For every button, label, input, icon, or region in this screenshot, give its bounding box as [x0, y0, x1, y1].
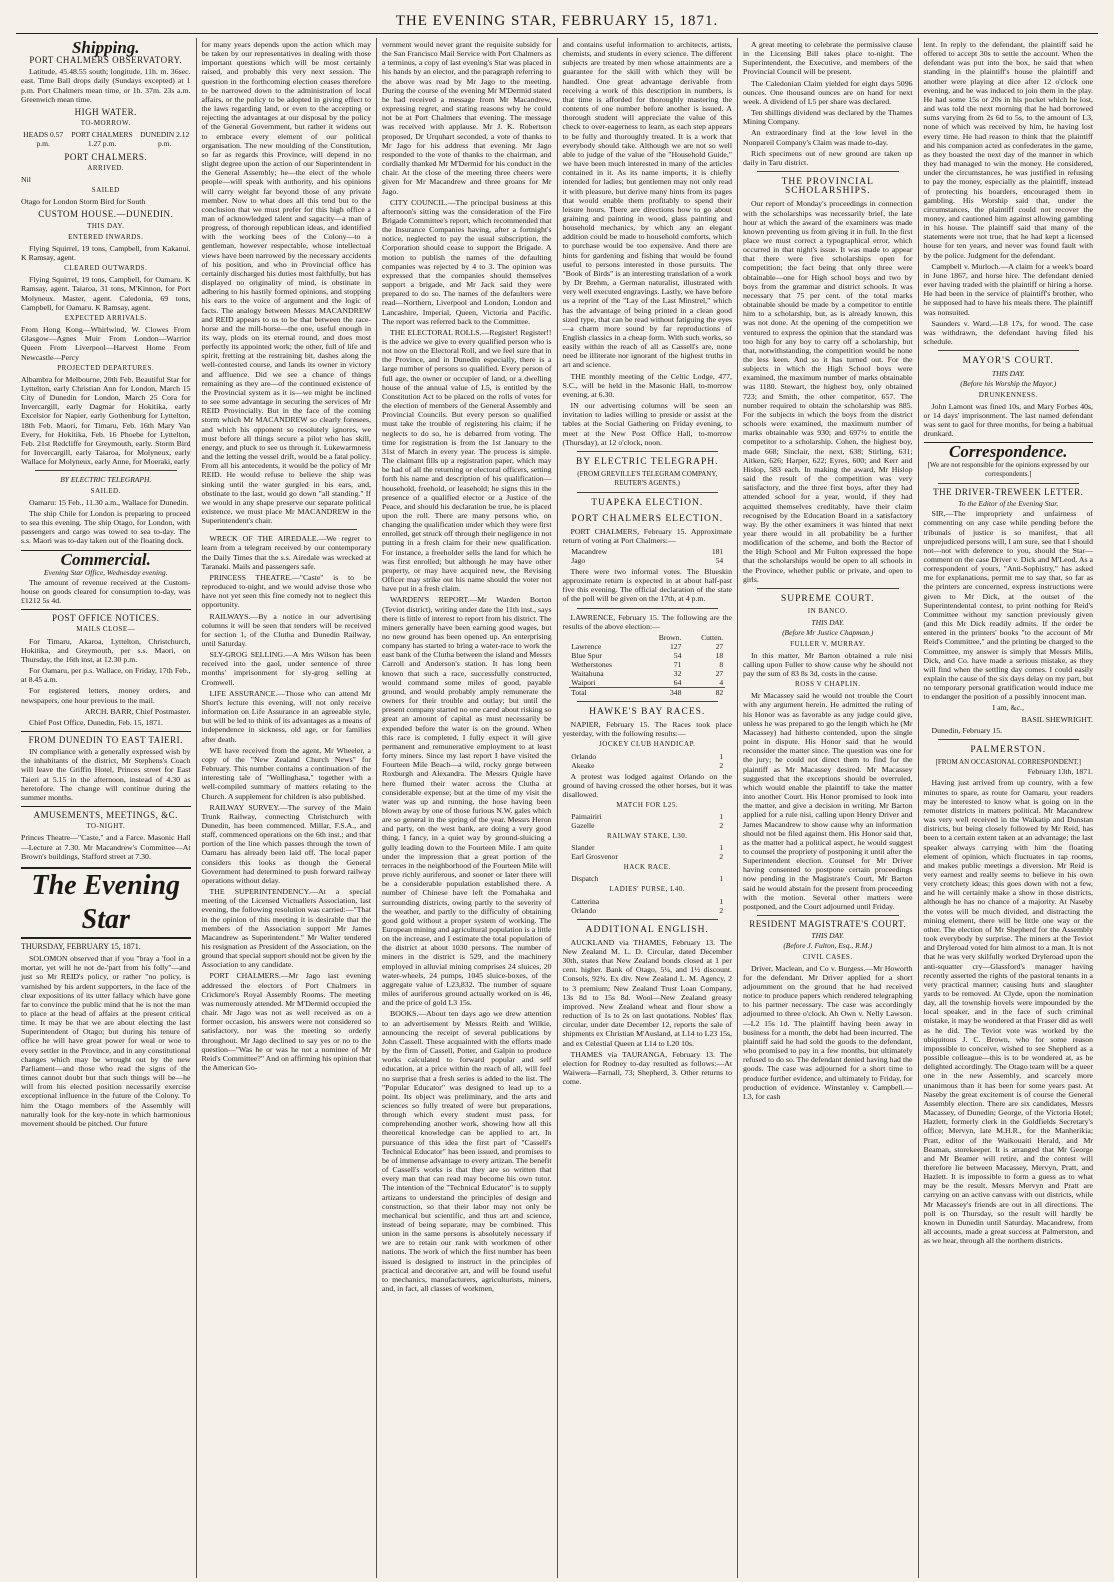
campbell-case: Campbell v. Murloch.—A claim for a week's board in June 1867, and horse hire. The defendant denied ever having traded with the plaintiff or hiring a horse. He had been in the service of plaintiff's brother, who he supposed had to have his meals there. The plaintiff was nonsuited. [923, 261, 1093, 317]
editorial-text: SOLOMON observed that if you "bray a 'fool in a mortar, yet will he not de-'part from his folly"—and just so Mr REID's policy, or rather "no policy, is varnished by his ardent supporters, in the face of the clear expositions of its utter fallacy which have gone far to convince the public mind that he is not the man to place at the head of affairs at the present critical time. It may be that we are about electing the last Superintendent of Otago; but during his tenure of office he will have great power for weal or woe to every settler in the Province, and in any constitutional changes which may be wrought out by the new Parliament—and those who read the signs of the times cannot doubt but that such things will be—he will from his elected position necessarily exercise exceptional influence in the future of the Colony. To him the Otago members of the Assembly will naturally look for the key-note in which harmonious movement should be pitched. Our future [21, 954, 191, 1128]
header-brown: Brown. [658, 632, 682, 642]
table-row [569, 897, 725, 906]
placing: 2 [719, 821, 724, 831]
nonpareil-item: An extraordinary find at the low level in the Nonpareil Company's Claim was made to-day. [743, 128, 913, 147]
tide-heads: HEADS 0.57 p.m. [23, 130, 64, 149]
entered-label: ENTERED INWARDS. [68, 232, 144, 241]
custom-heading: CUSTOM HOUSE.—DUNEDIN. [38, 209, 174, 220]
total-cutten: 82 [683, 687, 725, 697]
header-cutten: Cutten. [701, 632, 724, 642]
column-5 [738, 38, 919, 1578]
letter-heading: THE DRIVER-TREWEEK LETTER. [933, 486, 1084, 497]
placing: 2 [719, 905, 724, 915]
table-header [569, 633, 725, 642]
post-date: Chief Post Office, Dunedin, Feb. 15, 1871. [29, 717, 163, 727]
horse: Paimairiri [571, 812, 602, 822]
letter-date: Dunedin, February 15. [931, 725, 1003, 735]
votes: 54 [715, 555, 724, 565]
divider [938, 739, 1080, 740]
expected-label: EXPECTED ARRIVALS. [64, 313, 147, 322]
telegraph-heading: BY ELECTRIC TELEGRAPH. [60, 475, 152, 485]
saunders-case: Saunders v. Ward.—L8 17s, for wood. The case was withdrawn, the defendant having filed his schedule. [923, 318, 1093, 346]
columns [16, 38, 1098, 1578]
observatory-heading: PORT CHALMERS OBSERVATORY. [29, 55, 183, 66]
expected-text: From Hong Kong—Whirlwind, W. Clowes From Glasgow—Agnes Muir From London—Warrior Queen From Liverpool—Harvest Home From Newcastle—Percy [21, 325, 191, 362]
letter-sign-1: I am, &c., [992, 703, 1024, 713]
licensing-item: A great meeting to celebrate the permissive clause in the Licensing Bill takes place to-night. The Superintendent, the Executive, and members of the Provincial Council will be present. [743, 40, 913, 77]
tomorrow-label: TO-MORROW. [80, 119, 131, 128]
column-1 [16, 38, 197, 1578]
in-banco-label: IN BANCO. [807, 607, 848, 616]
table-row [569, 547, 725, 556]
candidate: Macandrew [571, 546, 608, 556]
telegraph-sailed: SAILED. [90, 486, 121, 495]
case-2-text: Mr Macassey said he would not trouble the Court with any argument herein. He admitted the ruling of his Honor was as favorable as any judge could give, unless he was prepared to go the length which he (Mr Macassey) had hitherto contended, upon the single point in dispute. His Honor said that he would reconsider the matter since. The question was one for the jury; he could not direct them to find for the plaintiff as Mr Macassey desired. Mr Macassey suggested that the exceptions should be overruled, which would enable the plaintiff to take the matter into another Court. His Honor promised to look into the matter, and give a decision in writing. Mr Barton applied for a rule nisi, calling upon Henry Driver and James Macandrew to show cause why an information should not be filed against them. His Honor said that, as the matter had a political aspect, he would suggest to counsel the propriety of postponing it until after the Superintendent election. Counsel for Mr Driver having consented to postpone certain proceedings now pending in the Magistrate's Court, Mr Barton said he would abstain for the present from proceeding with the motion. Several other matters were postponed, and the Court adjourned until Friday. [743, 691, 913, 911]
port-election-heading: PORT CHALMERS ELECTION. [571, 513, 724, 524]
cutten-votes: 4 [719, 677, 724, 687]
social-gathering-item: IN our advertising columns will be seen an invitation to ladies willing to preside or assist at the tables at the Social Gathering on Friday evening, to meet at the New Post Office Hall, to-morrow (Thursday), at 12 o'clock, noon. [562, 401, 732, 447]
divider [577, 451, 719, 452]
case-1-text: In this matter, Mr Barton obtained a rule nisi calling upon Fuller to show cause why he should not pay the sum of 83 8s 3d, costs in the cause. [743, 650, 913, 678]
table-row [569, 821, 725, 830]
divider [757, 588, 899, 589]
sailed-label: SAILED [91, 186, 120, 195]
caledonian-item: The Caledonian Claim yielded for eight days 5096 ounces. One thousand ounces are on hand for next week. A dividend of L5 per share was declared. [743, 78, 913, 106]
civil-cases-label: CIVIL CASES. [802, 952, 853, 961]
table-row [569, 660, 725, 669]
observatory-text: Latitude, 45.48.55 south; longitude, 11h. m. 36sec. east. Time Ball drops daily (Sundays excepted) at 1 p.m. Port Chalmers mean time, or 1h. 37m. 23s a.m. Greenwich mean time. [21, 67, 191, 104]
tide-port: PORT CHALMERS 1.27 p.m. [71, 130, 133, 149]
correspondence-heading: Correspondence. [948, 442, 1068, 462]
taru-item: Rich specimens out of new ground are taken up daily in Taru district. [743, 148, 913, 167]
hawkes-heading: HAWKE'S BAY RACES. [589, 706, 706, 717]
mails-close: MAILS CLOSE— [76, 625, 136, 634]
church-news-item: WE have received from the agent, Mr Wheeler, a copy of the "New Zealand Church News" for February. This number contains a continuation of the interesting tale of "Wollinghasa," together with a well-compiled summary of matters relating to the Church. A supplement for children is also published. [201, 745, 371, 801]
commercial-heading: Commercial. [60, 549, 151, 569]
correspondence-note: [We are not responsible for the opinions expressed by our correspondents.] [927, 460, 1089, 478]
wardens-report-item: WARDEN'S REPORT.—Mr Warden Borton (Teviot district), writing under date the 11th inst., says there is little of interest to report from his district. The miners generally have been earning good wages, but no new ground has been opened up. An enterprising company has started to bring a water-race to work the east bank of the Clutha between the island and Messrs Carroll and Anderson's station. It has long been known that such a race, successfully constructed, would command some miles of good, payable ground, and would probably amply remunerate the owners for their trouble and outlay; but until the present company started no one cared about risking so great an amount of capital as must necessarily be expended before the water is on the ground. When this race is completed, I fully expect it will give permanent and remunerative employment to at least forty miners. Since my last report I have visited the Fourteen Mile Beach—a wild, rocky gorge between Roxburgh and Alexandra. The Messrs Quigle have here flumed their water across the Clutha at considerable expense; but at the time of my visit the water was up and running, the hose having been blown away by one of those furious N.W. gales which are so general in the spring of the year. Messrs Heron and party, on the west bank, are doing a very good thing, I fancy, in a quiet way by ground-sluicing a gully leading down to the Fourteen Mile. I am quite under the impression that a great portion of the terraces in the neighborhood of the Fourteen Mile will prove richly auriferous, and sooner or later there will be a considerable population established there. A number of Chinese have left the Pomahaka and surrounding districts, owing partly to the severity of the weather, and partly to the difficulty of obtaining good gold without a proper system of working. The European mining and agricultural population is a little on the increase, and I estimate the total population of the district at about 1030 persons. The number of miners in the district is 529, and the machinery employed in alluvial mining comprises 24 sluices, 20 water-wheels, 24 pumps, 1045 sluice-boxes, of the aggregate value of L23,832. The number of square miles of auriferous ground actually worked on is 46, and the price of gold L3 15s. [382, 595, 552, 1008]
hack-race-table [569, 874, 725, 883]
palmerston-source: [FROM AN OCCASIONAL CORRESPONDENT.] [935, 758, 1081, 767]
commercial-text: The amount of revenue received at the Custom-house on goods cleared for consumption to-day, was £1212 5s 4d. [21, 577, 191, 606]
cleared-label: CLEARED OUTWARDS. [64, 264, 148, 273]
horse: Orlando [571, 751, 597, 761]
divider [577, 608, 719, 609]
post-text-1: For Timaru, Akaroa, Lyttelton, Christchurch, Hokitika, and Greymouth, per s.s. Maori, on Thursday, the 16th inst, at 12.30 p.m. [21, 636, 191, 664]
lawrence-text: LAWRENCE, February 15. The following are the results of the above election:— [562, 612, 732, 631]
projected-text: Albambra for Melbourne, 20th Feb. Beautiful Star for Lyttelton, early Christian Ann for London, March 15 City of Dunedin for London, March 25 Cora for Invercargill, early Dagmar for Hokitika, early Excelsior for Napier, early Gothenburg for Lyttelton, 18th Feb. Maori, for Timaru, Feb. 16th Mary Van Every, for Hokitika, Feb. 16 Phoebe for Lyttelton, Feb. 21st Redcliffe for Greymouth, early. Storm Bird for Invercargill, early Taiaroa, for Molyneux, early Wallace for Molyneux, early Anne, for Moeraki, early [21, 374, 191, 467]
entered-text: Flying Squirrel, 19 tons, Campbell, from Kakanui. K Ramsay, agent. [21, 243, 191, 262]
match-heading: MATCH FOR L25. [616, 801, 679, 809]
table-row [569, 843, 725, 852]
match-table [569, 812, 725, 830]
placing: 1 [719, 751, 724, 761]
ladies-purse-heading: LADIES' PURSE, L40. [609, 885, 686, 894]
mayors-court-heading: MAYOR'S COURT. [962, 356, 1054, 367]
divider [757, 171, 899, 172]
divider [21, 731, 191, 732]
chile-text: The ship Chile for London is preparing to proceed to sea this evening. The ship Otago, for London, with passengers and cargo was towed to sea to-day. The s.s. Maori was to-day taken out of the floating dock. [21, 508, 191, 546]
books-continued: and contains useful information to architects, artists, chemists, and students in every science. The different subjects are treated by men whose attainments are a guarantee for the skill with which they will be handled. One great advantage derivable from receiving a work of this description in numbers, is that time is afforded for thoroughly mastering the contents of one number before another is issued. A thorough student will appreciate the value of this check to over-eagerness to learn, as each step appears to be fully and thoroughly treated. It is a work that everybody should take. Although we are not so well able to judge of the value of the "Household Guide," we have been much interested in many of the articles contained in it. As its name imports, it is chiefly intended for ladies; but gentlemen may not only read it with pleasure, but derive many hints from its pages that would enable them profitably to spend their leisure hours. There are directions how to go about graining and painting in wood, glass painting and household mechanics, by which any an elegant addition could be made to household comforts, which to purchase would be too expensive. And there are hints for gardening and fishing that would be found useful to persons interested in those pursuits. The "Book of Birds" is an interesting translation of a work by Dr Brehm, a German naturalist, illustrated with very well executed engravings. Lastly, we have before us a reprint of the "Lay of the Last Minstrel," which has the advantage of being printed in a clean good sized type, that can be read without fatiguing the eyes—a charm more sound by far reproductions of English classics in a cheap form. With such works, so easily within the reach of all as Cassell's are, none need be illiterate nor ignorant of the highest truths in art and science. [562, 40, 732, 370]
horse: Slander [571, 843, 595, 853]
divider [938, 483, 1080, 484]
table-row [569, 669, 725, 678]
port-election-text-2: There were two informal votes. The Blueskin approximate return is expected in at about half-past five this evening. The official declaration of the state of the poll will be given on the 17th, at 4 p.m. [562, 566, 732, 604]
letter-to: To the Editor of the Evening Star. [958, 499, 1059, 509]
brown-votes: 54 [673, 650, 682, 660]
resident-before: (Before J. Fulton, Esq., R.M.) [783, 941, 873, 951]
scholarships-heading: THE PROVINCIAL SCHOLARSHIPS. [781, 177, 874, 197]
ladies-purse-table [569, 897, 725, 915]
table-row [569, 752, 725, 761]
taieri-text: IN compliance with a generally expressed wish by the inhabitants of the district, Mr Stephens's Coach will leave the Griffin Hotel, Princes street for East Taieri at 5.15 in the afternoon, instead of 4.30 as heretofore. The change will continue during the summer months. [21, 747, 191, 802]
place: Blue Spur [571, 650, 602, 660]
brown-votes: 127 [669, 641, 682, 651]
placing: 1 [719, 896, 724, 906]
divider [577, 701, 719, 702]
table-row [569, 651, 725, 660]
taieri-heading: FROM DUNEDIN TO EAST TAIERI. [28, 735, 183, 745]
drunkenness-text: John Lamont was fined 10s, and Mary Forbes 40s, or 14 days' imprisonment. The last named defendant was sent to gaol for three months, for being a habitual drunkard. [923, 401, 1093, 439]
port-chalmers-continued: vernment would never grant the requisite subsidy for the San Francisco Mail Service with Port Chalmers as a terminus, a copy of last evening's Star was placed in his hands by an elector, and the paragraph referring to the above was read by Mr Jago to the meeting. During the course of the evening Mr M'Dermid stated he had received a message from Mr Macandrew, expressing regret, and stating reasons why he could not be at Port Chalmers that evening. The message was received with applause. Mr J. K. Robertson proposed, Dr Urquhart seconded, a vote of thanks to Mr Jago for his address that evening. Mr Jago responded to the vote of thanks to the chairman, and cordially thanked Mr M'Dermid for his conduct in the chair. At the close of the meeting three cheers were given for Mr Macandrew and three groans for Mr Jago. [382, 40, 552, 196]
post-text-2: For Oamaru, per p.s. Wallace, on Friday, 17th Feb., at 8.45 a.m. [21, 666, 191, 685]
supreme-this-day: THIS DAY. [811, 618, 845, 628]
sailed-text: Otago for London Storm Bird for South [21, 197, 146, 207]
table-row [569, 852, 725, 861]
telegraph-heading: BY ELECTRIC TELEGRAPH. [575, 456, 719, 467]
port-election-table [569, 547, 725, 565]
cutten-votes: 8 [719, 659, 724, 669]
high-water-heading: HIGH WATER. [74, 106, 137, 117]
mayor-before: (Before his Worship the Mayor.) [960, 379, 1057, 389]
supreme-court-heading: SUPREME COURT. [781, 593, 875, 604]
case-1-heading: FULLER V. MURRAY. [790, 639, 866, 648]
amusements-text: Princes Theatre—"Caste," and a Farce. Masonic Hall—Lecture at 7.30. Mr Macandrew's Committee—At Brown's buildings, Stafford street at 7.30. [21, 833, 191, 861]
newspaper-banner: The Evening Star [21, 867, 191, 939]
telegraph-source: (FROM GREVILLE'S TELEGRAM COMPANY, REUTER'S AGENTS.) [577, 470, 718, 488]
scholarships-text: Our report of Monday's proceedings in connection with the scholarships was necessarily brief, the late hour at which the award of the examiners was made known preventing us from giving it in full. In the first place we must correct a typographical error, which occurred in that night's issue. It was made to appear that there were five scholarships open for competition; the fact being that only three were obtainable—one for High school boys and two by boys from the grammar and district schools. It was necessary that 75 per cent. of the total marks obtainable should be made by a competitor to entitle him to a scholarship, but, as is already known, this was not done. At the opening of the competition we ventured to express the opinion that the standard was too high for any boy to carry off a scholarship, but that, notwithstanding, the competition would be none the less keen. And so it has turned out. For the subjects in which the High School boys were examined, the maximum number of marks obtainable was 1180. Stewart, the highest boy, only obtained 723; and Smith, the other competitor, 657. The number required to obtain the scholarship was 885. For the subjects in which the boys from the district schools were examined, the maximum number of marks obtainable was 930; and 697½ to entitle the competitor to a scholarship. Cohen, the highest boy, made 668; Sinclair, the next, 638; Stirling, 631; Aitken, 626; Harper, 622; Eyres, 600; and Kerr and Hislop, 583 each. In making the award, Mr Hislop said the result of the competition was very satisfactory, and the three first boys, after they had attended school for a year, would, if they had acquitted themselves creditably, have their claim recognised by the Education Board in a satisfactory way. By the other examiners it was hinted that next year there would in all probability be a further modification of the scheme, and both the Rector of the High School and Mr Fulton expressed the hope that the scholarships would be open to all schools in the Province, whether public or private, and open to girls. [743, 199, 913, 584]
electoral-rolls-item: THE ELECTORAL ROLLS.—Register! Register!! is the advice we give to every qualified person who is not now on the Electoral Roll, and we feel sure that in the Province, and in Dunedin especially, there is a large number of persons so qualified. Every person of full age, the owner or occupier of land, or a dwelling house of the annual value of L5, is entitled by the Constitution Act to be placed on the rolls of votes for the election of members of the General Assembly and Provincial Councils. But every person so qualified must take the trouble of registering his claim; if he neglects to do so, he is debarred from voting. The time for registration is from the 1st January to the 31st of March in every year. The process is simple. The claimant fills up a registration paper, which may be had of all the returning or electoral officers, setting forth his name and description of his qualification—household, freehold, or leasehold; he signs this in the presence of a qualified elector or a Justice of the Peace, and should his declaration be true, he is placed upon the roll. There are many persons who, on changing the qualification under which they were first enrolled, get struck off through their negligence in not putting in a fresh claim for their new qualification. For instance, a freeholder sells the land for which he was first enrolled; but although he may have other property, or may have acquired new, the Revising Officer may strike out his name should the voter not have put in a fresh claim. [382, 327, 552, 594]
place: Waipori [571, 677, 596, 687]
divider [21, 806, 191, 807]
horse: Earl Grosvenor [571, 852, 618, 862]
shipping-heading: Shipping. [71, 38, 140, 57]
divider [21, 609, 191, 610]
total-label: Total [569, 687, 641, 697]
mayor-this-day: THIS DAY. [991, 369, 1025, 379]
table-total [569, 687, 725, 697]
theatre-item: PRINCESS THEATRE.—"Caste" is to be reproduced to-night, and we would advise those who have not yet seen this fine comedy not to neglect this opportunity. [201, 572, 371, 610]
city-council-item: CITY COUNCIL.—The principal business at this afternoon's sitting was the consideration of the Fire Brigade Committee's report, which recommended that the Insurance Companies having, after a fortnight's notice, neglected to pay the usual subscription, the Corporation should cease to support the Brigade. A motion to publish the names of the defaulting companies was rejected by 4 to 3. The opinion was expressed that the companies should themselves support a brigade, and Mr Jack said they were prepared to do so. The names of the defaulters were read—Northern, Liverpool and London, London and Lancashire, Imperial, Queen, Victoria and Pacific. The report was referred back to the Committee. [382, 197, 552, 326]
hack-race-heading: HACK RACE. [623, 863, 671, 872]
table-row [569, 642, 725, 651]
horse: Catterina [571, 896, 600, 906]
palmerston-heading: PALMERSTON. [970, 744, 1047, 755]
thames-text: THAMES via TAURANGA, February 13. The election for Rodney to-day resulted as follows:—At Waiwera—Farnall, 73; Shepherd, 3. Other returns to come. [562, 1049, 732, 1087]
drunkenness-label: DRUNKENNESS. [978, 390, 1038, 399]
column-2 [197, 38, 378, 1578]
additional-text: AUCKLAND via THAMES, February 13. The New Zealand M. L. D. Circular, dated December 30th, states that New Zealand bonds closed at 1 per cent. higher. Bank of Otago, 5¼, and 1½ discount. Consols, 92¾. Ex div. New Zealand L. M. Agency, 2 to 3 premium; New Zealand Trust Loan Company, 13s 8d to 15s 8d. Wool—New Zealand greasy improved. New Zealand wheat and flour show a reduction of 1s to 2s on last quotations. Nobles' flax circular, under date December 12, reports the sale of shipments ex Christian M'Ausland, at L14 to L23 15s, and ex Celestial Queen at L14 to L20 10s. [562, 937, 732, 1048]
port-chalmers-item: PORT CHALMERS.—Mr Jago last evening addressed the electors of Port Chalmers in Crickmore's Royal Assembly Rooms. The meeting was numerously attended. Mr M'Dermid occupied the chair. Mr Jago was not as well received as on a former occasion, his answers were not considered so satisfactory, nor was the meeting so orderly throughout. Mr Jago declined to say yes or no to the question—"Was he or was he not a nominee of Mr Reid's Committee?" And on affirming his opinion that the American Go- [201, 971, 371, 1073]
railway-survey-item: RAILWAY SURVEY.—The survey of the Main Trunk Railway, connecting Christchurch with Dunedin, has been commenced. Millar, F.S.A., and staff, commenced operations on the 6th inst.; and that portion of the line which passes through the town of Oamaru has already been laid off. The local paper considers this looks as though the General Government had determined to push forward railway operations without delay. [201, 802, 371, 885]
superintendency-item: THE SUPERINTENDENCY.—At a special meeting of the Licensed Victuallers Association, last evening, the following resolution was carried:—"That in the opinion of this meeting it is desirable that the members of the Association support Mr James Macandrew as Superintendent." Mr Walter tendered his resignation as President of the Association, on the ground that special support should not be given by the Association to any candidate. [201, 887, 371, 970]
hawkes-text: NAPIER, February 15. The Races took place yesterday, with the following results:— [562, 720, 732, 739]
place: Lawrence [571, 641, 602, 651]
column-3 [377, 38, 558, 1578]
tide-dunedin: DUNEDIN 2.12 p.m. [140, 130, 190, 149]
brown-votes: 71 [673, 659, 682, 669]
table-row [569, 812, 725, 821]
cutten-votes: 27 [715, 668, 724, 678]
divider [216, 529, 358, 530]
resident-court-heading: RESIDENT MAGISTRATE'S COURT. [749, 919, 907, 930]
supreme-before: (Before Mr Justice Chapman.) [782, 628, 874, 638]
divider [757, 915, 899, 916]
custom-this-day: THIS DAY. [87, 221, 125, 230]
protest-text: A protest was lodged against Orlando on the ground of having crossed the other horses, but it was disallowed. [562, 771, 732, 799]
placing: 2 [719, 760, 724, 770]
divider [577, 492, 719, 493]
placing: 2 [719, 852, 724, 862]
running-head: THE EVENING STAR, FEBRUARY 15, 1871. [16, 10, 1098, 34]
amusements-heading: AMUSEMENTS, MEETINGS, &C. [33, 810, 178, 821]
cutten-votes: 27 [715, 641, 724, 651]
total-brown: 348 [641, 687, 684, 697]
tide-table [21, 130, 191, 148]
post-heading: POST OFFICE NOTICES. [51, 613, 160, 624]
column-6 [919, 38, 1099, 1578]
books-item: BOOKS.—About ten days ago we drew attention to an advertisement by Messrs Reith and Wilkie, announcing the receipt of several publications by John Cassell. These acquainted with the efforts made by the firm of Cassell, Potter, and Galpin to produce works calculated to forward popular and self education, at a price within the reach of all, will feel no surprise that a fresh series is added to the list. The "Popular Educator" was designed to lead up to a point. Its object was preliminary, and the arts and sciences so fully treated of were but preparations, through which every student must pass, for comprehending another work, showing how all this theoretical knowledge can be applied to art. In pursuance of this idea the first part of "Cassell's Technical Educator" has been issued, and promises to be of immense advantage to every artizan. The benefit of Cassell's works is that they are so written that every man that can read may become his own tutor. The intention of the "Technical Educator" is to supply artizans to understand the principles of design and construction, so that their labor may not only be mechanical but scientific, and thus art and science, instead of being separate, may be combined. This union in the same persons is absolutely necessary if we are to retain our rank with workmen of other nations. The work of which the first number has been issued is designed to instruct in the principles of practical and decorative art, and will be found useful to mechanics, manufacturers, agriculturists, miners, and, in fact, all classes of workmen, [382, 1009, 552, 1294]
letter-sign-2: BASIL SHEWRIGHT. [1021, 714, 1093, 724]
letter-text: SIR,—The impropriety and unfairness of commenting on any case while pending before the tribunals of justice is so manifest, that all unprejudiced persons will, I am sure, see that I should not—not with deference to you, should the Star—comment on the case Driver v. Dick and M'Leod. As a correspondent of yours, "Anti-Sophistry," has asked me for explanations, permit me to say that, so far as the printers are concerned, express instructions were given to Mr Dick, at the outset of the Superintendental contest, to print nothing for Reid's Committee without my sanction previously given (and this Mr Dick readily admits. If the order be entered in the printers' books "to the account of Mr Reid's Committee," and the printing be charged to the Committee, my answer is simply that Messrs Mills, Dick, and Co. have made a serious mistake, as they will find when the settling day comes. I could easily explain the cause of the six days delay on my part, but no temporary personal gratification would induce me to endanger the position of a possibly innocent man. [923, 509, 1093, 702]
thames-mining-item: Ten shillings dividend was declared by the Thames Mining Company. [743, 108, 913, 127]
arrived-label: ARRIVED. [87, 163, 125, 172]
celtic-lodge-item: THE monthly meeting of the Celtic Lodge, 477, S.C., will be held in the Masonic Hall, to-morrow evening, at 6.30. [562, 371, 732, 399]
additional-heading: ADDITIONAL ENGLISH. [585, 924, 709, 935]
place: Wetherstones [571, 659, 613, 669]
railways-item: RAILWAYS.—By a notice in our advertising columns it will be seen that tenders will be received for section 1, of the Clutha and Dunedin Railway, until Saturday. [201, 611, 371, 648]
railway-stake-heading: RAILWAY STAKE, L30. [606, 832, 688, 841]
tuapeka-heading: TUAPEKA ELECTION. [591, 498, 704, 509]
divider [938, 350, 1080, 351]
lawrence-table [569, 633, 725, 697]
jockey-table [569, 752, 725, 770]
table-row [569, 678, 725, 688]
post-signature: ARCH. BARR, Chief Postmaster. [84, 706, 191, 716]
candidate: Jago [571, 555, 586, 565]
placing: 1 [719, 843, 724, 853]
votes: 181 [711, 546, 724, 556]
place: Waitahuna [571, 668, 604, 678]
projected-label: PROJECTED DEPARTURES. [57, 363, 155, 372]
telegraph-text: Oamaru: 15 Feb., 11.30 a.m., Wallace for Dunedin. [29, 497, 189, 507]
tonight-label: TO-NIGHT. [86, 822, 126, 831]
column-4 [558, 38, 739, 1578]
palmerston-date: February 13th, 1871. [1027, 767, 1093, 777]
divider [577, 919, 719, 920]
port-election-text: PORT CHALMERS, February 15. Approximate return of voting at Port Chalmers:— [562, 526, 732, 545]
horse: Orlando [571, 905, 597, 915]
airedale-item: WRECK OF THE AIREDALE.—We regret to learn from a telegram received by our contemporary the Daily Times that the s.s. Airedale was wrecked at Taranaki. Mails and passengers safe. [201, 534, 371, 571]
brown-votes: 64 [673, 677, 682, 687]
table-row [569, 906, 725, 915]
table-row [569, 761, 725, 770]
case-2-heading: ROSS V CHAPLIN. [795, 680, 861, 689]
jockey-heading: JOCKEY CLUB HANDICAP. [599, 740, 696, 749]
issue-dateline: THURSDAY, FEBRUARY 15, 1871. [21, 941, 141, 951]
placing: 1 [719, 874, 724, 884]
cutten-votes: 18 [715, 650, 724, 660]
divider [35, 470, 177, 471]
commercial-office: Evening Star Office, Wednesday evening. [44, 567, 168, 577]
post-text-3: For registered letters, money orders, and newspapers, one hour previous to the mail. [21, 686, 191, 705]
life-assurance-item: LIFE ASSURANCE.—Those who can attend Mr Short's lecture this evening, will not only receive information on Life Assurance in an agreeable style, but will be led to think of its advantages as a means of independence in sickness, old age, or for families after death. [201, 688, 371, 744]
table-row [569, 874, 725, 883]
palmerston-text: Having just arrived from up country, with a few minutes to spare, as route for Oamaru, your readers may be interested to know what is going on in the remoter districts in matters political. Mr Macandrew was very well received in the Waikatip and Dunstan districts, but being closely followed by Mr Reid, has been to a certain extent taken at an advantage; the last speaker always carrying with him the floating element of opinion, which fluctuates in tap rooms, and makes public meetings a diversion. Mr Reid is very earnest and really seems to believe in his own very crotchety ideas; this goes down with not a few, and he will certainly make a show in those districts, although he has no chance of a majority. At Naseby the votes will be much divided, and distracting the mining element, there will be little one way or the other. The election of Mr Shepherd for the Assembly took everybody by surprise. The miners at the Teviot and Dryleroad voted for him almost to a man. It is not that he was very skilfully worked Dryleroad upon the anti-squatter cry—Glassford's manager having recently asserted the rights of the pastoral tenants in a very practical manner; causing huts and slaughter yards to be removed. At Clyde, upon the nomination day, all the township hovels were impounded by the local speaker, and in the face of such criminal mistake, it may be wondered at that Fraser did as well as he did. The Teviot vote was worked by the ubiquitous J. C. Brown, who for some reason impossible to conceive, wished to see Shepherd as a possible colleague—this is to be wondered at, as he delighted accordingly. The Otago team will be a queer one in the new Assembly, and scarcely more unanimous than it has been for some years past. At Naseby the great excitement is of course the General Assembly election. There are six candidates, Messrs Macassey, of Dunedin; George, of the Victoria Hotel; Hazlett, formerly clerk in the Goldfields Secretary's office; Mervyn, late M.H.R., for the Manherikia; Pratt, editor of the Waikouaiti Herald, and Mr Beaman, storekeeper. It is arranged that Mr George and Mr Beamer will retire, and the contest will therefore lie between Macassey, Mervyn, Pratt, and Hazlett. It is impossible to form a guess as to what may be the result. Messrs Mervyn and Pratt are carrying on an active canvass with out districts, while Mr Macassey's friends are out in all directions. The poll is on Thursday, so the result will hardly be known in Dunedin until Saturday. Macandrew, from all accounts, made a great success at Palmerston, and as we hear, through all the northern districts. [923, 778, 1093, 1246]
brown-votes: 32 [673, 668, 682, 678]
editorial-continued: for many years depends upon the action which may be taken by our representatives in dealing with those important questions which will be most certainly raised, and probably this very next session. The question in the forthcoming election ceases therefore to be narrowed down to the administration of local affairs, or the policy to be adopted in giving effect to the laws regarding land, or even to the accepting or rejecting the advantages at our disposal by the policy of the General Government, but rather it widens out to embrace every element of our political organisation. The new moulding of the Constitution, so far as regards this Province, will depend in no slight degree upon the action of our Superintendent in the General Assembly; he—the elect of the whole people—will speak with authority, and his opinions will carry weight far beyond those of any private member. Now to what does all this tend but to the conclusion that we must prefer for this high office a man of acknowledged talent and sagacity—a man of progress, of thorough republican ideas, and identified with the working bees of the Colony—to a gentleman, however respectable, whose intellectual views have been narrowed by the necessary accidents of his position, and who in Provincial office has certainly discharged his duties most faithfully, but has displayed no originality of mind, is obstinate in adhering to his hastily formed opinions, and stopping his ears to the voice of argument and the logic of facts. The analogy between Messrs MACANDREW and REID appears to us to be that between the race-horse and the mill-horse—the one, useful enough in its way, plods on its eternal round, and does most perfectly its appointed work; the other, full of life and spirit, fretting at the restraining bit, dashes along the well-contested course, and lands its owner in victory and affluence. Did we see a chance of things remaining as they are—of the continued existence of the Provincial system as it is—we might be inclined to see some advantage in securing the services of Mr REID Provincially. But in the face of the coming storm which Mr MACANDREW so clearly foresees, and which his opponent so resolutely ignores, we must before all things secure a pilot who has skill, energy, and pluck to see us through it. Lukewarmness and the letting the vessel drift, would be a fatal policy. From all his antecedents, it would be the policy of Mr REID. He would refuse to believe the ship was sinking until the water gurgled in his ears, and, obstinate to the last, would go down "all standing." If we would in any shape preserve our separate political existence, we must place Mr MACANDREW in the Superintendent's chair. [201, 40, 371, 526]
horse: Gazelle [571, 821, 595, 831]
horse: Dispatch [571, 874, 599, 884]
civil-cases-text: Driver, Maclean, and Co v. Burgess.—Mr Howorth for the defendant. Mr Driver applied for a short adjournment on the ground that he had received notice to produce papers which rendered telegraphing to his partner necessary. The case was accordingly adjourned to three o'clock. Ah Own v. Nelly Lawson.—L2 15s 1d. The plaintiff having been away in business for a month, the debt had been incurred. The plaintiff said he had sold the goods to the defendant, who promised to pay in a few months, but ultimately refused to do so. The defendant denied having had the goods. The case was adjourned for a short time to produce further evidence, and ultimately to Friday, for production of evidence. Winstanley v. Campbell.—L3, for cash [743, 963, 913, 1101]
port-heading: PORT CHALMERS. [64, 151, 148, 162]
horse: Akeake [571, 760, 595, 770]
cleared-text: Flying Squirrel, 19 tons, Campbell, for Oamaru. K Ramsay, agent. Taiaroa, 31 tons, M'Kinnon, for Port Molyneux. Master, agent. Caledonia, 69 tons, Campbell, for Oamaru. K Ramsay, agent. [21, 275, 191, 312]
arrived-text: Nil [21, 174, 31, 184]
sly-grog-item: SLY-GROG SELLING.—A Mrs Wilson has been received into the gaol, under sentence of three months' imprisonment for sly-grog selling at Cromwell. [201, 650, 371, 687]
railway-stake-table [569, 843, 725, 861]
civil-cases-continued: lent. In reply to the defendant, the plaintiff said he offered to accept 30s to settle the account. When the defendant was put into the box, he said that when standing in the plaintiff's house the plaintiff and another were playing at dice after 12 o'clock one evening, and he was induced to join them in the play. He had some 15s or 20s in his pocket which he lost, and was told the next morning that he had borrowed sums varying from 2s 6d to 5s, to the amount of L3, none of which was received by him, he having lost every time. He had reason to think that the plaintiff and his companion acted as confederates in the game, as they boasted the next day of the manner in which they had managed to win the money. He considered, under the circumstances, he was justified in refusing to pay the money, especially as the plaintiff, instead of protecting his boarders, encouraged them in gambling. His Worship said that, under the circumstances, the plaintiff could not recover the money, and cautioned him against allowing gambling in his house. The plaintiff said that many of the statements were not true, that he had kept a licensed house for ten years, and never was found fault with by the police. Judgment for the defendant. [923, 40, 1093, 260]
resident-this-day: THIS DAY. [811, 931, 845, 941]
placing: 1 [719, 812, 724, 822]
table-row [569, 556, 725, 565]
